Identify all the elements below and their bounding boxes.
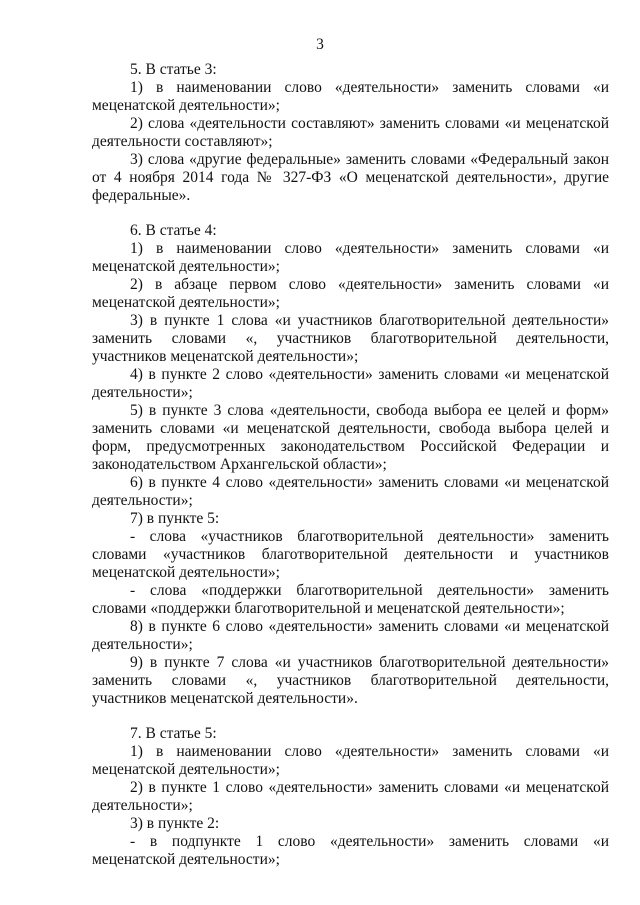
paragraph: 6. В статье 4:: [130, 222, 217, 239]
paragraph: 2) в абзаце первом слово «деятельности» заменить словами «и меценатской деятельности»;: [92, 276, 609, 311]
document-body: [92, 61, 609, 869]
paragraph: 6) в пункте 4 слово «деятельности» заменить словами «и меценатской деятельности»;: [92, 474, 609, 509]
paragraph: 5) в пункте 3 слова «деятельности, свобода выбора ее целей и форм» заменить словами «и меценатской деятельности, свобода выбора целей и форм, предусмотренных законодательством Российской Федерации и законодательством Архангельской области»;: [92, 402, 609, 473]
paragraph: - в подпункте 1 слово «деятельности» заменить словами «и меценатской деятельности»;: [92, 833, 609, 868]
paragraph: 3) в пункте 2:: [130, 815, 220, 832]
paragraph: 7. В статье 5:: [130, 725, 217, 742]
paragraph: 1) в наименовании слово «деятельности» заменить словами «и меценатской деятельности»;: [92, 79, 609, 114]
paragraph: 3) слова «другие федеральные» заменить словами «Федеральный закон от 4 ноября 2014 года № 327-ФЗ «О меценатской деятельности», другие федеральные».: [92, 151, 609, 204]
paragraph: - слова «поддержки благотворительной деятельности» заменить словами «поддержки благотворительной и меценатской деятельности»;: [92, 582, 609, 617]
paragraph: 1) в наименовании слово «деятельности» заменить словами «и меценатской деятельности»;: [92, 743, 609, 778]
paragraph: 4) в пункте 2 слово «деятельности» заменить словами «и меценатской деятельности»;: [92, 366, 609, 401]
paragraph: 8) в пункте 6 слово «деятельности» заменить словами «и меценатской деятельности»;: [92, 618, 609, 653]
paragraph: 2) слова «деятельности составляют» заменить словами «и меценатской деятельности составляют»;: [92, 115, 609, 150]
page-number: 3: [316, 36, 324, 53]
paragraph: 7) в пункте 5:: [130, 510, 220, 527]
paragraph: 5. В статье 3:: [130, 61, 217, 78]
paragraph: 2) в пункте 1 слово «деятельности» заменить словами «и меценатской деятельности»;: [92, 779, 609, 814]
paragraph: 3) в пункте 1 слова «и участников благотворительной деятельности» заменить словами «, участников благотворительной деятельности, участников меценатской деятельности»;: [92, 312, 609, 365]
paragraph: 1) в наименовании слово «деятельности» заменить словами «и меценатской деятельности»;: [92, 240, 609, 275]
paragraph: - слова «участников благотворительной деятельности» заменить словами «участников благотворительной деятельности и участников меценатской деятельности»;: [92, 528, 609, 581]
paragraph: 9) в пункте 7 слова «и участников благотворительной деятельности» заменить словами «, участников благотворительной деятельности, участников меценатской деятельности».: [92, 654, 609, 707]
